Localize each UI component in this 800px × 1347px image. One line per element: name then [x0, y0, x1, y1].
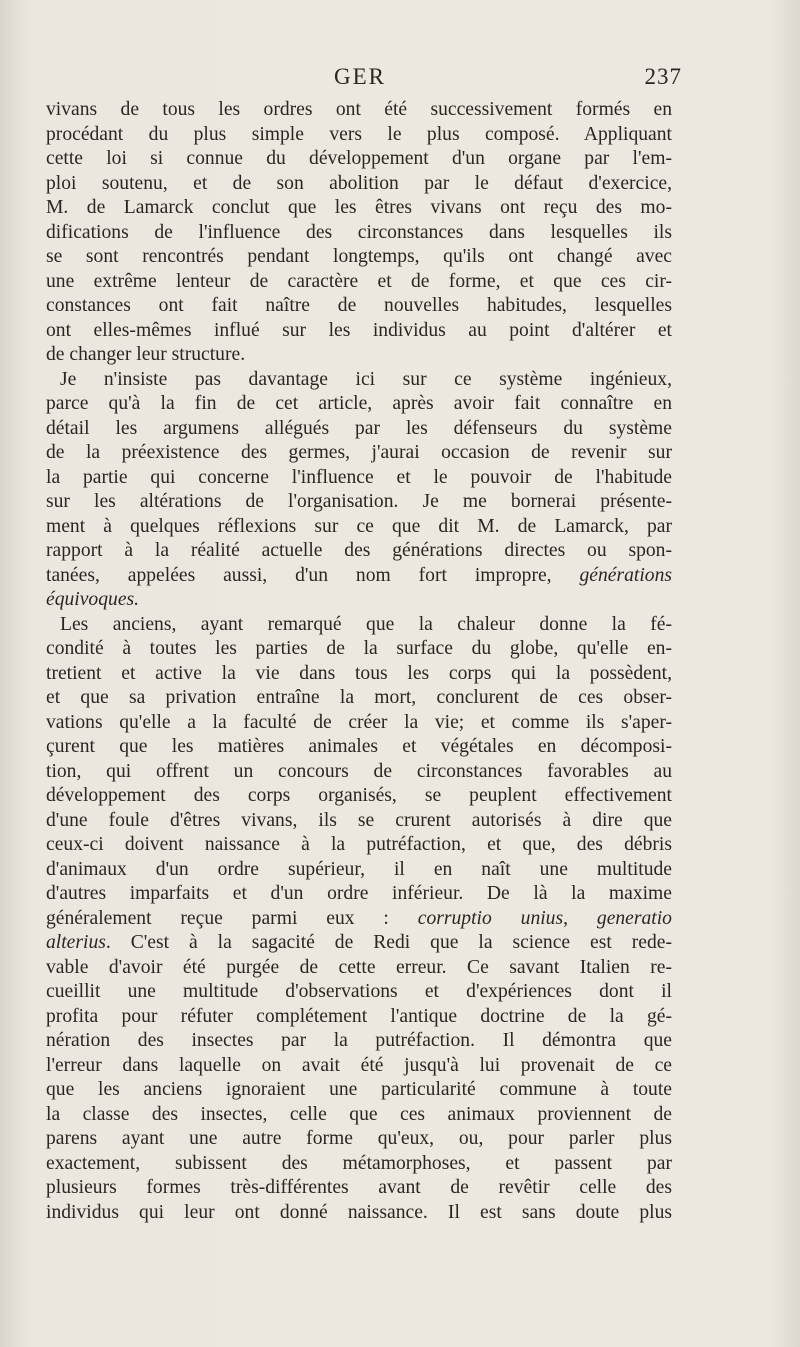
text-segment: généralement reçue parmi eux :: [46, 907, 389, 929]
text-line: ploi soutenu, et de son abolition par le défaut d'exercice,: [46, 172, 672, 194]
text-line: cueillit une multitude d'observations et d'expériences dont il: [46, 981, 672, 1002]
text-line: procédant du plus simple vers le plus composé. Appliquant: [46, 123, 672, 145]
text-line: tretient et active la vie dans tous les corps qui la possèdent,: [46, 662, 672, 684]
text-segment: ,: [563, 907, 569, 929]
text-line: difications de l'influence des circonstances dans lesquelles ils: [46, 221, 672, 243]
text-line: la partie qui concerne l'influence et le pouvoir de l'habitude: [46, 466, 672, 488]
text-line: condité à toutes les parties de la surface du globe, qu'elle en-: [46, 638, 672, 659]
text-line: Les anciens, ayant remarqué que la chaleur donne la fé-: [60, 613, 672, 635]
text-line: d'animaux d'un ordre supérieur, il en naît une multitude: [46, 858, 672, 880]
text-line: sur les altérations de l'organisation. Je me bornerai présente-: [46, 491, 672, 512]
text-line: [46, 564, 672, 589]
text-line: plusieurs formes très-différentes avant de revêtir celle des: [46, 1177, 672, 1198]
text-line: çurent que les matières animales et végétales en décomposi-: [46, 736, 672, 757]
body-text: [46, 98, 672, 1225]
text-line: exactement, subissent des métamorphoses, et passent par: [46, 1152, 672, 1174]
text-line: constances ont fait naître de nouvelles habitudes, lesquelles: [46, 295, 672, 316]
text-line: se sont rencontrés pendant longtemps, qu'ils ont changé avec: [46, 246, 672, 267]
text-line: d'une foule d'êtres vivans, ils se crurent autorisés à dire que: [46, 809, 672, 831]
text-line: parens ayant une autre forme qu'eux, ou, pour parler plus: [46, 1128, 672, 1149]
text-line: [46, 931, 672, 956]
text-line: cette loi si connue du développement d'un organe par l'em-: [46, 148, 672, 169]
text-line: individus qui leur ont donné naissance. Il est sans doute plus: [46, 1201, 672, 1223]
text-line: [46, 907, 672, 932]
page-number: 237: [644, 64, 682, 89]
italic-text: corruptio unius: [417, 907, 564, 929]
italic-text: generatio: [596, 907, 672, 929]
text-line: développement des corps organisés, se peuplent effectivement: [46, 785, 672, 806]
text-line: l'erreur dans laquelle on avait été jusqu'à lui provenait de ce: [46, 1054, 672, 1076]
text-line: de changer leur structure.: [46, 344, 246, 365]
text-line: vations qu'elle a la faculté de créer la vie; et comme ils s'aper-: [46, 711, 672, 733]
text-line: ont elles-mêmes influé sur les individus au point d'altérer et: [46, 319, 672, 341]
text-line: Je n'insiste pas davantage ici sur ce système ingénieux,: [60, 368, 672, 390]
text-segment: . C'est à la sagacité de Redi que la science est rede-: [105, 932, 672, 953]
italic-text: générations: [579, 564, 672, 586]
text-line: M. de Lamarck conclut que les êtres vivans ont reçu des mo-: [46, 197, 672, 218]
running-head: GER: [334, 64, 386, 89]
text-line: que les anciens ignoraient une particularité commune à toute: [46, 1079, 672, 1100]
italic-text: alterius: [46, 932, 106, 953]
text-line: de la préexistence des germes, j'aurai occasion de revenir sur: [46, 442, 672, 463]
italic-text: équivoques.: [46, 589, 140, 610]
text-line: ceux-ci doivent naissance à la putréfaction, et que, des débris: [46, 834, 672, 855]
text-line: profita pour réfuter complétement l'antique doctrine de la gé-: [46, 1005, 672, 1027]
text-line: détail les argumens allégués par les défenseurs du système: [46, 417, 672, 439]
text-line: parce qu'à la fin de cet article, après avoir fait connaître en: [46, 393, 672, 414]
text-line: la classe des insectes, celle que ces animaux proviennent de: [46, 1103, 672, 1125]
text-line: rapport à la réalité actuelle des générations directes ou spon-: [46, 540, 672, 561]
text-line: tion, qui offrent un concours de circonstances favorables au: [46, 760, 672, 782]
text-line: vable d'avoir été purgée de cette erreur. Ce savant Italien re-: [46, 956, 672, 978]
text-line: une extrême lenteur de caractère et de forme, et que ces cir-: [46, 270, 672, 292]
text-line: nération des insectes par la putréfaction. Il démontra que: [46, 1030, 672, 1051]
text-line: vivans de tous les ordres ont été successivement formés en: [46, 99, 672, 120]
text-segment: tanées, appelées aussi, d'un nom fort impropre,: [46, 564, 552, 586]
text-line: ment à quelques réflexions sur ce que dit M. de Lamarck, par: [46, 515, 672, 537]
page-header: [40, 58, 680, 98]
text-line: d'autres imparfaits et d'un ordre inférieur. De là la maxime: [46, 883, 672, 904]
text-line: et que sa privation entraîne la mort, conclurent de ces obser-: [46, 687, 672, 708]
